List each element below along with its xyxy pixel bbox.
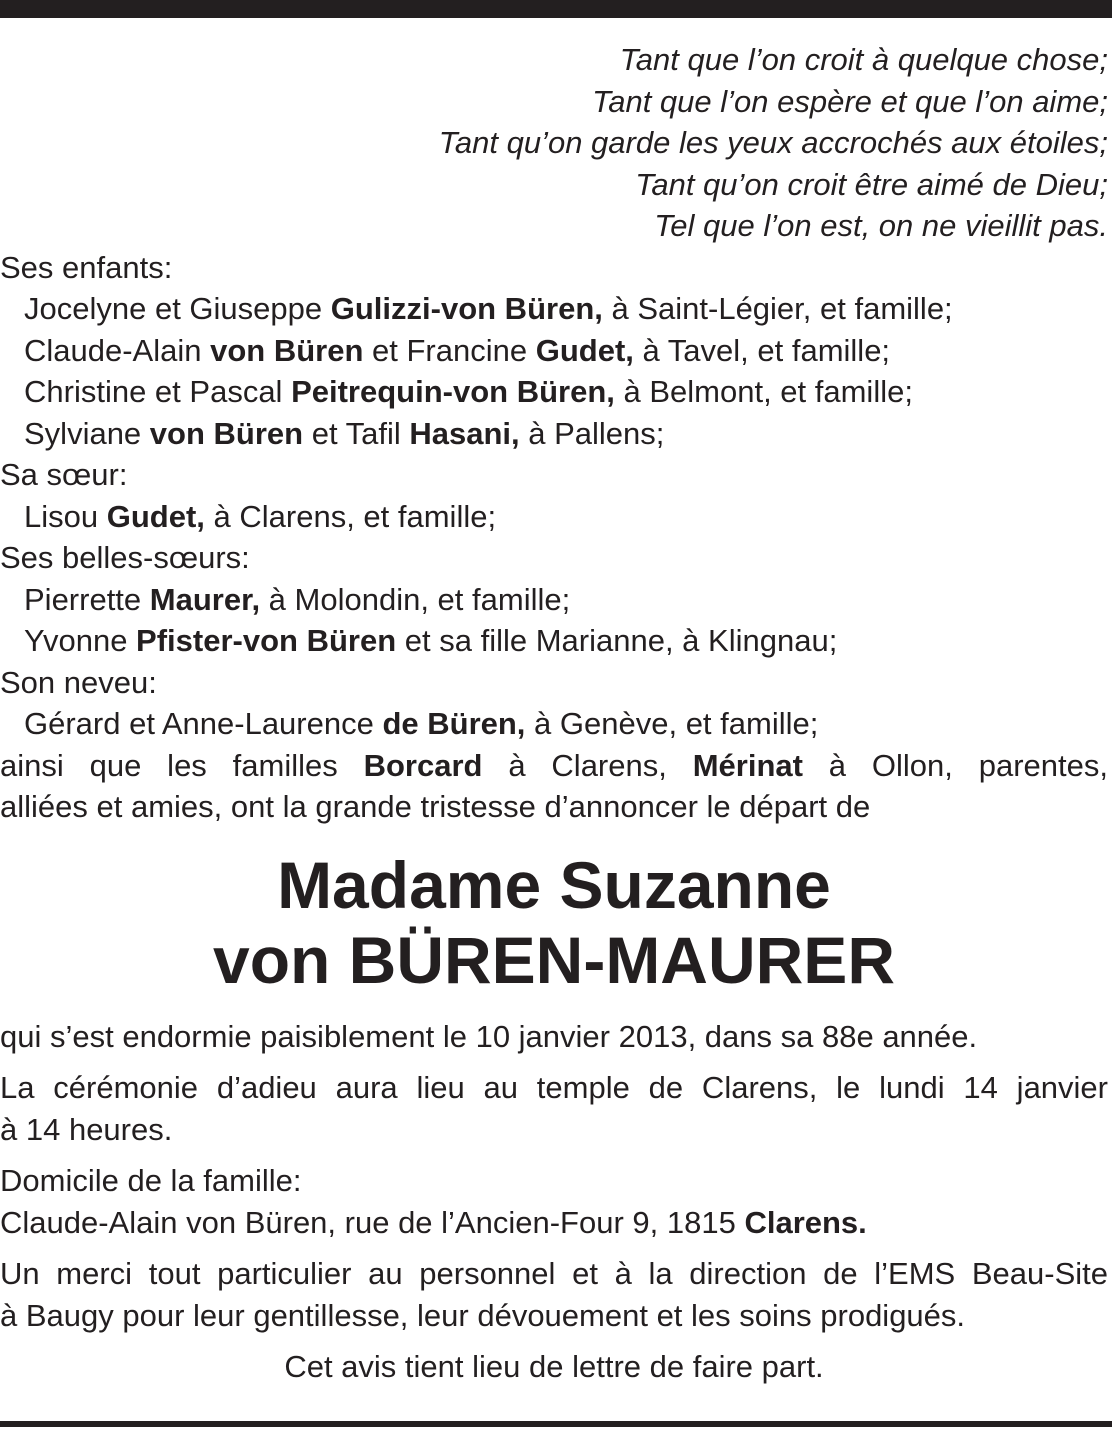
epigraph-poem — [0, 18, 1108, 247]
family-entry — [0, 579, 1108, 621]
poem-line: Tant qu’on croit être aimé de Dieu; — [635, 166, 1108, 202]
closing-text: à Ollon, parentes, — [802, 747, 1108, 783]
entry-surname: Peitrequin-von Büren, — [291, 374, 615, 409]
entry-text: et sa fille Marianne, à Klingnau; — [396, 623, 838, 658]
ceremony-text — [0, 1067, 1108, 1150]
domicile-heading: Domicile de la famille: — [0, 1163, 302, 1198]
entry-surname: Gulizzi-von Büren, — [330, 291, 603, 326]
family-entry — [0, 496, 1108, 538]
entry-text: Sylviane — [24, 415, 150, 451]
family-entry — [0, 288, 1108, 330]
closing-line: alliées et amies, ont la grande tristesse d’annoncer le départ de — [0, 789, 871, 824]
nephew-heading: Son neveu: — [0, 664, 157, 700]
entry-text: Claude-Alain — [24, 332, 211, 368]
ceremony-line: à 14 heures. — [0, 1111, 173, 1147]
entry-text: à Genève, et famille; — [525, 706, 819, 741]
notice-text: Cet avis tient lieu de lettre de faire part. — [284, 1349, 824, 1384]
entry-text: à Pallens; — [519, 415, 665, 451]
entry-surname: Hasani, — [409, 415, 520, 451]
ceremony-line: La cérémonie d’adieu aura lieu au temple de Clarens, le lundi 14 janvier — [0, 1070, 1108, 1105]
sisters-in-law-heading: Ses belles-sœurs: — [0, 540, 250, 575]
entry-text: à Tavel, et famille; — [633, 332, 891, 368]
entry-text: Pierrette — [24, 581, 150, 617]
family-entry — [0, 703, 1108, 745]
entry-text: Yvonne — [24, 623, 137, 658]
entry-surname: von Büren — [149, 415, 304, 451]
entry-text: à Saint-Légier, et famille; — [602, 291, 953, 326]
deceased-name-line: Madame Suzanne — [277, 847, 831, 922]
entry-surname: Gudet, — [106, 498, 205, 534]
poem-line: Tant que l’on croit à quelque chose; — [619, 42, 1108, 77]
entry-surname: Gudet, — [535, 332, 634, 368]
family-list — [0, 247, 1108, 828]
family-entry — [0, 413, 1108, 455]
deceased-name — [0, 848, 1108, 998]
family-entry — [0, 371, 1108, 413]
top-rule — [0, 0, 1112, 18]
address-city: Clarens. — [744, 1204, 867, 1240]
entry-surname: Maurer, — [149, 581, 261, 617]
sister-heading: Sa sœur: — [0, 457, 128, 492]
entry-text: Gérard et Anne-Laurence — [24, 706, 383, 741]
entry-text: à Belmont, et famille; — [614, 374, 913, 409]
entry-text: à Clarens, et famille; — [204, 498, 497, 534]
poem-line: Tant qu’on garde les yeux accrochés aux étoiles; — [438, 125, 1108, 160]
obituary-notice — [0, 18, 1108, 1388]
entry-surname: von Büren — [210, 332, 364, 368]
domicile-block — [0, 1160, 1108, 1243]
domicile-address — [0, 1202, 1108, 1244]
address-text: Claude-Alain von Büren, rue de l’Ancien-Four 9, 1815 — [0, 1204, 745, 1240]
entry-surname: Pfister-von Büren — [136, 623, 397, 658]
closing-text: à Clarens, — [482, 747, 693, 783]
family-entry — [0, 620, 1108, 662]
poem-line: Tant que l’on espère et que l’on aime; — [592, 83, 1108, 119]
poem-line: Tel que l’on est, on ne vieillit pas. — [654, 208, 1108, 243]
children-heading: Ses enfants: — [0, 249, 173, 285]
thanks-line: à Baugy pour leur gentillesse, leur dévouement et les soins prodigués. — [0, 1297, 966, 1333]
thanks-line: Un merci tout particulier au personnel et à la direction de l’EMS Beau-Site — [0, 1256, 1108, 1291]
closing-line — [0, 745, 1108, 787]
entry-text: Jocelyne et Giuseppe — [24, 291, 331, 326]
entry-surname: de Büren, — [382, 706, 526, 741]
entry-text: et Francine — [363, 332, 536, 368]
thanks-text — [0, 1253, 1108, 1336]
family-entry — [0, 330, 1108, 372]
entry-text: et Tafil — [303, 415, 410, 451]
closing-surname: Mérinat — [692, 747, 803, 783]
closing-surname: Borcard — [363, 747, 483, 783]
deceased-name-line: von BÜREN-MAURER — [213, 922, 895, 997]
closing-text: ainsi que les familles — [0, 747, 364, 783]
entry-text: Lisou — [24, 498, 107, 534]
entry-text: Christine et Pascal — [24, 374, 292, 409]
bottom-rule — [0, 1421, 1112, 1427]
passing-text: qui s’est endormie paisiblement le 10 janvier 2013, dans sa 88e année. — [0, 1018, 978, 1054]
entry-text: à Molondin, et famille; — [260, 581, 571, 617]
